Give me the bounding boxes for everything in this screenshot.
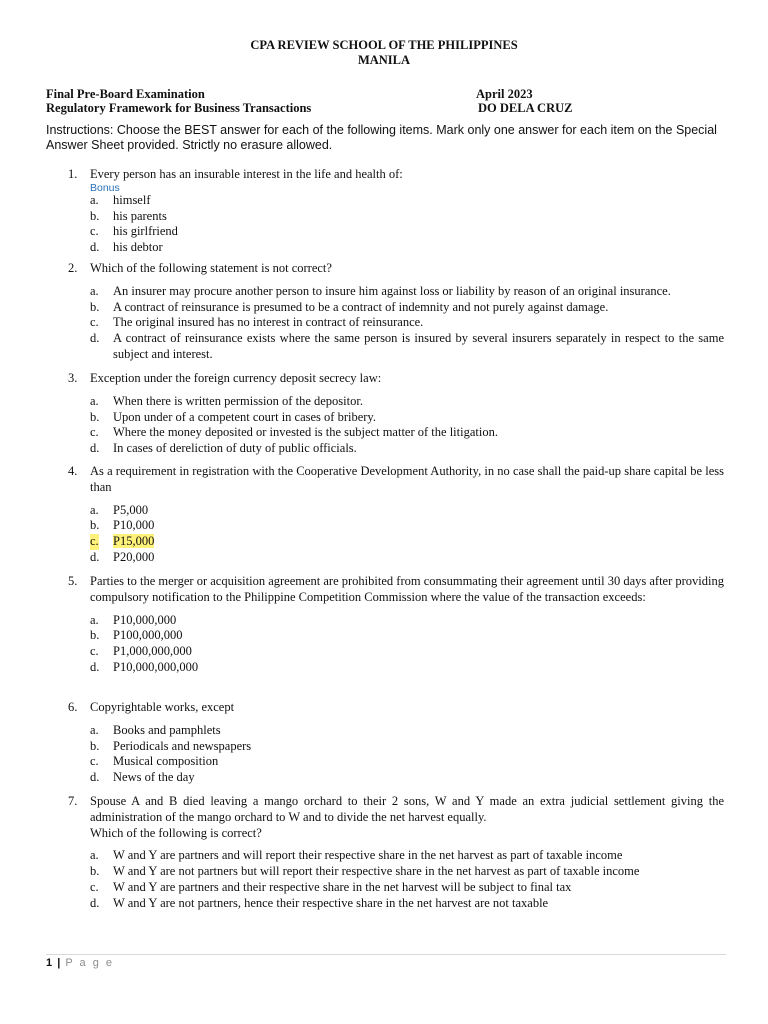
choice-letter: a. bbox=[90, 192, 99, 207]
page-label: P a g e bbox=[65, 957, 114, 969]
choice-letter: a. bbox=[90, 612, 99, 627]
choice-letter: b. bbox=[90, 409, 100, 424]
choice-letter: b. bbox=[90, 208, 100, 223]
choice-letter: b. bbox=[90, 628, 100, 643]
choice-letter: c. bbox=[90, 425, 99, 440]
choice-c-highlighted bbox=[90, 534, 724, 550]
choice-letter: a. bbox=[90, 393, 99, 408]
question-text: Every person has an insurable interest in the life and health of: bbox=[90, 167, 403, 181]
question-3 bbox=[68, 371, 724, 457]
choice-text: P5,000 bbox=[113, 502, 149, 517]
choice-text: In cases of dereliction of duty of public officials. bbox=[113, 441, 357, 456]
choice-d bbox=[90, 240, 724, 256]
choice-list bbox=[90, 848, 724, 911]
choice-letter: d. bbox=[90, 549, 100, 564]
choice-a bbox=[90, 394, 724, 410]
choice-letter: d. bbox=[90, 895, 100, 910]
choice-letter: c. bbox=[90, 315, 99, 330]
choice-letter: a. bbox=[90, 283, 99, 298]
choice-d bbox=[90, 331, 724, 363]
choice-list bbox=[90, 284, 724, 363]
choice-text: P1,000,000,000 bbox=[113, 644, 192, 659]
question-text: Spouse A and B died leaving a mango orchard to their 2 sons, W and Y made an extra judicial settlement giving the administration of the mango orchard to W and to divide the net harvest equally. bbox=[90, 794, 724, 824]
choice-a bbox=[90, 613, 724, 629]
choice-list bbox=[90, 394, 724, 457]
choice-d bbox=[90, 660, 724, 676]
choice-text: A contract of reinsurance is presumed to be a contract of indemnity and not purely against damage. bbox=[113, 299, 609, 314]
choice-b bbox=[90, 410, 724, 426]
choice-b bbox=[90, 628, 724, 644]
choice-c bbox=[90, 754, 724, 770]
choice-text: Upon under of a competent court in cases of bribery. bbox=[113, 409, 376, 424]
choice-d bbox=[90, 441, 724, 457]
question-text: Copyrightable works, except bbox=[90, 700, 235, 714]
choice-list bbox=[90, 613, 724, 676]
question-text: As a requirement in registration with the Cooperative Development Authority, in no case shall the paid-up share capital be less than bbox=[90, 464, 724, 494]
question-number: 3. bbox=[68, 371, 78, 385]
choice-d bbox=[90, 896, 724, 912]
footer-divider bbox=[46, 954, 726, 955]
choice-list bbox=[90, 723, 724, 786]
question-7 bbox=[68, 794, 724, 912]
exam-author: DO DELA CRUZ bbox=[478, 101, 573, 115]
page-footer bbox=[46, 957, 114, 969]
page-number: 1 bbox=[46, 957, 53, 969]
choice-c bbox=[90, 224, 724, 240]
choice-text: Where the money deposited or invested is the subject matter of the litigation. bbox=[113, 425, 498, 440]
footer-separator: | bbox=[57, 957, 61, 969]
choice-text: W and Y are not partners, hence their respective share in the net harvest are not taxable bbox=[113, 895, 549, 910]
instructions: Instructions: Choose the BEST answer for each of the following items. Mark only one answer for each item on the Special Answer Sheet provided. Strictly no erasure allowed. bbox=[46, 123, 717, 152]
choice-letter: d. bbox=[90, 770, 100, 785]
document-header bbox=[0, 38, 768, 68]
exam-subject: Regulatory Framework for Business Transactions bbox=[46, 101, 312, 115]
question-1 bbox=[68, 167, 724, 256]
choice-text: A contract of reinsurance exists where the same person is insured by several insurers separately in respect to the same subject and interest. bbox=[113, 331, 724, 361]
choice-text: News of the day bbox=[113, 770, 195, 785]
choice-letter: c. bbox=[90, 224, 99, 239]
choice-c bbox=[90, 880, 724, 896]
choice-text: P10,000,000 bbox=[113, 612, 177, 627]
choice-d bbox=[90, 550, 724, 566]
question-number: 1. bbox=[68, 167, 78, 181]
question-text: Parties to the merger or acquisition agreement are prohibited from consummating their agreement until 30 days after providing compulsory notification to the Philippine Competition Commission where the value of the transaction exceeds: bbox=[90, 574, 724, 604]
bonus-annotation: Bonus bbox=[90, 181, 120, 194]
question-2 bbox=[68, 261, 724, 363]
choice-list bbox=[90, 503, 724, 566]
choice-b bbox=[90, 300, 724, 316]
choice-d bbox=[90, 770, 724, 786]
choice-text: W and Y are partners and will report their respective share in the net harvest as part of taxable income bbox=[113, 848, 623, 863]
choice-letter: c. bbox=[90, 644, 99, 659]
choice-b bbox=[90, 864, 724, 880]
choice-text: P100,000,000 bbox=[113, 628, 183, 643]
choice-a bbox=[90, 723, 724, 739]
choice-text: P20,000 bbox=[113, 549, 155, 564]
choice-letter: b. bbox=[90, 864, 100, 879]
choice-text: When there is written permission of the depositor. bbox=[113, 393, 363, 408]
choice-c bbox=[90, 425, 724, 441]
choice-text: Books and pamphlets bbox=[113, 722, 221, 737]
choice-text: An insurer may procure another person to insure him against loss or liability by reason of an original insurance. bbox=[113, 283, 671, 298]
choice-text: his debtor bbox=[113, 240, 163, 255]
question-number: 2. bbox=[68, 261, 78, 275]
choice-letter: c. bbox=[90, 534, 99, 549]
choice-text: his parents bbox=[113, 208, 167, 223]
choice-a bbox=[90, 193, 724, 209]
choice-text: The original insured has no interest in contract of reinsurance. bbox=[113, 315, 424, 330]
school-name: CPA REVIEW SCHOOL OF THE PHILIPPINES bbox=[250, 38, 518, 52]
choice-letter: a. bbox=[90, 848, 99, 863]
choice-c bbox=[90, 315, 724, 331]
choice-list bbox=[90, 193, 724, 256]
choice-letter: b. bbox=[90, 738, 100, 753]
question-prompt: Which of the following is correct? bbox=[90, 825, 262, 840]
choice-letter: b. bbox=[90, 299, 100, 314]
choice-letter: d. bbox=[90, 441, 100, 456]
question-4 bbox=[68, 464, 724, 566]
choice-b bbox=[90, 739, 724, 755]
choice-text: Musical composition bbox=[113, 754, 219, 769]
choice-text: himself bbox=[113, 192, 151, 207]
school-city: MANILA bbox=[357, 53, 411, 67]
question-5 bbox=[68, 574, 724, 676]
choice-text: W and Y are partners and their respective share in the net harvest will be subject to final tax bbox=[113, 879, 572, 894]
choice-text: Periodicals and newspapers bbox=[113, 738, 252, 753]
choice-c bbox=[90, 644, 724, 660]
choice-text: P10,000,000,000 bbox=[113, 659, 199, 674]
exam-title: Final Pre-Board Examination bbox=[46, 87, 205, 101]
choice-letter: d. bbox=[90, 240, 100, 255]
choice-text: P15,000 bbox=[113, 534, 155, 549]
choice-a bbox=[90, 284, 724, 300]
choice-a bbox=[90, 503, 724, 519]
choice-b bbox=[90, 209, 724, 225]
choice-letter: a. bbox=[90, 722, 99, 737]
choice-text: P10,000 bbox=[113, 518, 155, 533]
choice-letter: a. bbox=[90, 502, 99, 517]
question-number: 7. bbox=[68, 794, 78, 808]
choice-letter: d. bbox=[90, 659, 100, 674]
question-6 bbox=[68, 700, 724, 786]
question-number: 5. bbox=[68, 574, 78, 588]
choice-a bbox=[90, 848, 724, 864]
choice-letter: b. bbox=[90, 518, 100, 533]
question-text: Exception under the foreign currency deposit secrecy law: bbox=[90, 371, 382, 385]
question-number: 6. bbox=[68, 700, 78, 714]
choice-letter: c. bbox=[90, 879, 99, 894]
exam-date: April 2023 bbox=[476, 87, 533, 101]
choice-text: W and Y are not partners but will report their respective share in the net harvest as part of taxable income bbox=[113, 864, 640, 879]
question-number: 4. bbox=[68, 464, 78, 478]
choice-text: his girlfriend bbox=[113, 224, 178, 239]
choice-letter: c. bbox=[90, 754, 99, 769]
choice-b bbox=[90, 518, 724, 534]
choice-letter: d. bbox=[90, 331, 100, 346]
question-text: Which of the following statement is not correct? bbox=[90, 261, 332, 275]
